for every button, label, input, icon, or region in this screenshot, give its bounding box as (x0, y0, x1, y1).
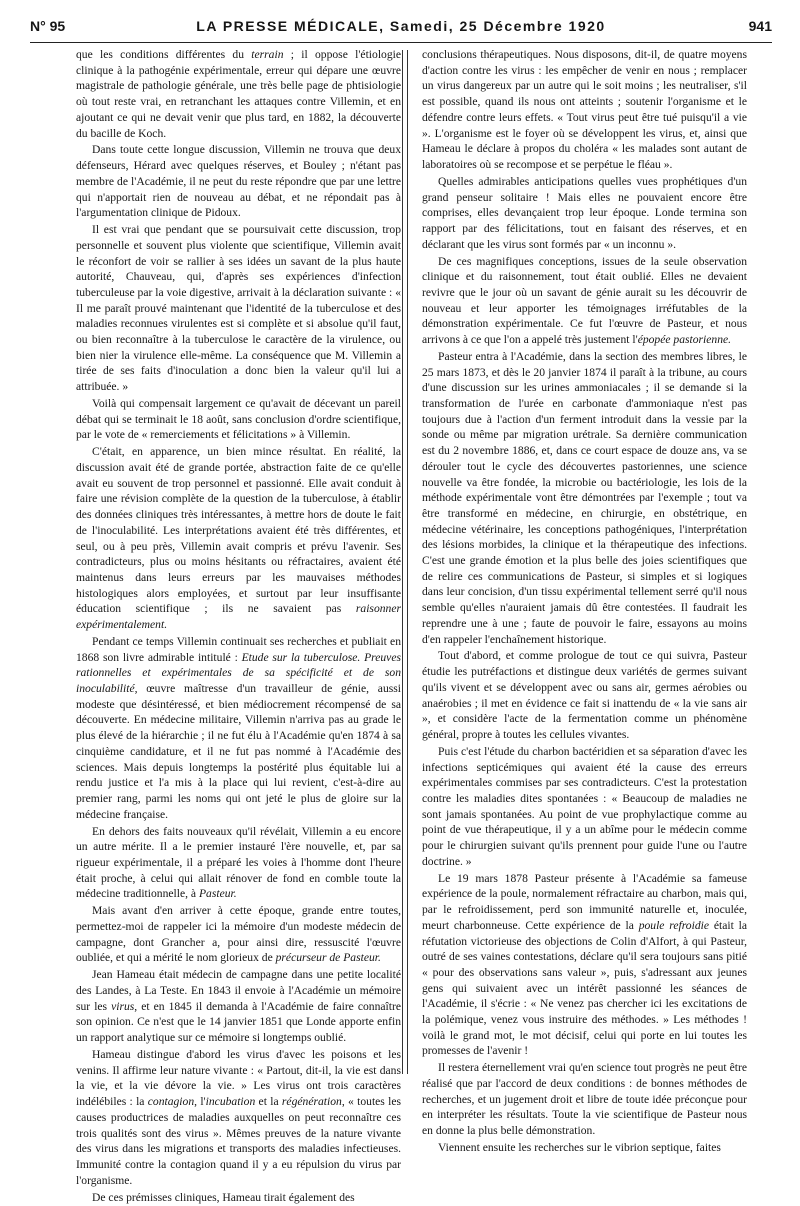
paragraph: Quelles admirables anticipations quelles vues prophétiques d'un grand penseur solitaire ! Mais elles ne pouvaient encore être comprises, elles devançaient trop leur époque. Londe termina son rapport par des félicitations, tout en faisant des réserves, et en déclarant que les virus sont formés par « un inconnu ». (422, 174, 747, 251)
paragraph: Mais avant d'en arriver à cette époque, grande entre toutes, permettez-moi de rappeler ici la mémoire d'un modeste médecin de campagne, dont Grancher a, pour ainsi dire, ressuscité l'œuvre oubliée, et qui a mérité le nom glorieux de précurseur de Pasteur. (76, 904, 401, 965)
paragraph: De ces magnifiques conceptions, issues de la seule observation clinique et du raisonnement, tout était oublié. Elles ne devaient revivre que le jour où un savant de génie aurait su les découvrir de nouveau et leur apporter les témoignages irréfutables de la démonstration expérimentale. Ce fut l'œuvre de Pasteur, et nous arrivons à ce que l'on a appelé très justement l'épopée pastorienne. (422, 254, 747, 347)
paragraph: Tout d'abord, et comme prologue de tout ce qui suivra, Pasteur étudie les putréfactions et distingue deux variétés de germes suivant qu'ils vivent et se développent avec ou sans air, germes aérobies ou anaérobies ; il met en évidence ce fait si inattendu de « la vie sans air », et considère l'acte de la fermentation comme un phénomène général, propre à toutes les cellules vivantes. (422, 649, 747, 741)
right-column (422, 47, 747, 1157)
left-column (76, 47, 401, 1206)
journal-title: LA PRESSE MÉDICALE, Samedi, 25 Décembre 1920 (196, 18, 606, 34)
paragraph: C'était, en apparence, un bien mince résultat. En réalité, la discussion avait été de grande portée, abstraction faite de ce qu'elle avait eu souvent de trop personnel et passionné. Elle avait conduit à faire une révision complète de la question de la tuberculose, à établir des données cliniques très intéressantes, à mettre hors de doute le fait de l'inoculabilité. Les interprétations avaient été très différentes, et seul, ou à peu près, Villemin avait compris et prévu l'avenir. Ses contradicteurs, plus ou moins hésitants ou réfractaires, avaient été maintenus dans leurs erreurs par les mauvaises méthodes histologiques alors employées, et surtout par leur insuffisante éducation scientifique ; ils ne savaient pas raisonner expérimentalement. (76, 445, 401, 632)
paragraph: Puis c'est l'étude du charbon bactéridien et sa séparation d'avec les infections septicémiques qui avaient été la cause des erreurs expérimentales commises par ses contradicteurs. C'est la protestation contre les maladies dites spontanées : « Beaucoup de maladies ne sont jamais spontanées. Au point de vue prophylactique comme au point de vue thérapeutique, il y a un abîme pour le médecin comme pour le chirurgien suivant qu'ils prennent pour guide l'une ou l'autre doctrine. » (422, 744, 747, 868)
paragraph: Il est vrai que pendant que se poursuivait cette discussion, trop personnelle et souvent plus violente que scientifique, Villemin avait le réconfort de voir se rallier à ses idées un savant de la plus haute autorité, Chauveau, qui, d'après ses expériences d'infection tuberculeuse par la voie digestive, arrivait à la déclaration suivante : « Il me paraît prouvé maintenant que l'identité de la tuberculose et des maladies reconnues virulentes est si complète et si absolue qu'il faut, ou bien reconnaître à la tuberculose le caractère de la virulence, ou bien nier la virulence elle-même. La conséquence que M. Villemin a tirée de ses faits d'inoculation a donc bien la valeur qu'il lui a attribuée. » (76, 223, 401, 394)
paragraph: Pendant ce temps Villemin continuait ses recherches et publiait en 1868 son livre admirable intitulé : Etude sur la tuberculose. Preuves rationnelles et expérimentales de sa spécificité et de son inoculabilité, œuvre maîtresse d'un travailleur de génie, aussi modeste que désintéressé, et bien médiocrement récompensé de sa découverte. En médecine militaire, Villemin n'arriva pas au grade le plus élevé de la hiérarchie ; il ne fut élu à l'Académie qu'en 1874 à sa cinquième candidature, et il ne fut pas nommé à l'Académie des sciences. Mais depuis longtemps la postérité plus équitable lui a rendu justice et l'a mis à la place qui lui revient, c'est-à-dire au premier rang, parmi les noms qui ont jeté le plus de gloire sur la médecine française. (76, 634, 401, 821)
paragraph: Jean Hameau était médecin de campagne dans une petite localité des Landes, à La Teste. En 1843 il envoie à l'Académie un mémoire sur les virus, et en 1845 il demanda à l'Académie de faire connaître son opinion. Ce n'est que le 14 janvier 1851 que Londe apporte enfin un rapport analytique sur ce mémoire si longtemps oublié. (76, 968, 401, 1045)
paragraph: Voilà qui compensait largement ce qu'avait de décevant un pareil débat qui se terminait le 18 août, sans conclusion d'ordre scientifique, par le vote de « remerciements et félicitations » à Villemin. (76, 397, 401, 442)
page-number: 941 (748, 18, 772, 34)
paragraph: De ces prémisses cliniques, Hameau tirait également des (92, 1190, 355, 1204)
issue-number: N° 95 (30, 18, 66, 34)
paragraph: Le 19 mars 1878 Pasteur présente à l'Académie sa fameuse expérience de la poule, normalement réfractaire au charbon, mais qui, par le refroidissement, perd son immunité naturelle et, inoculée, meurt charbonneuse. Cette expérience de la poule refroidie était la réfutation victorieuse des objections de Colin d'Alfort, à qui Pasteur, outré de ses vaines contestations, déclare qu'il sera toujours sans pitié « pour des observations sans valeur », puis, s'adressant aux jeunes gens qui suivaient avec un intérêt passionné les séances de l'Académie, il s'écrie : « Ne venez pas chercher ici les excitations de la polémique, venez vous instruire des méthodes. » Les méthodes ! voilà le grand mot, le mot décisif, celui qui porte en lui toutes les promesses de l'avenir ! (422, 871, 747, 1058)
paragraph: Viennent ensuite les recherches sur le vibrion septique, faites (438, 1141, 721, 1155)
paragraph: Pasteur entra à l'Académie, dans la section des membres libres, le 25 mars 1873, et dès le 20 janvier 1874 il paraît à la tribune, au cours d'une discussion sur les urines ammoniacales ; il se demande si la transformation de l'urée en carbonate d'ammoniaque n'est pas toujours due à l'action d'un ferment introduit dans la vessie par la sonde ou même par migration urétrale. Sa dernière communication est du 2 novembre 1886, et, dans ce court espace de douze ans, va se dérouler tout le cycle des découvertes pastoriennes, une science nouvelle va être fondée, la microbie ou bactériologie, les lois de la méthode expérimentale vont être démontrées par l'exemple ; tout va être transformé en médecine, en chirurgie, en obstétrique, en médecine vétérinaire, les conceptions pathogéniques, l'interprétation des lésions morbides, la clinique et la thérapeutique des infections. C'est une grande émotion et la plus belle des joies scientifiques que de relire ces communications de Pasteur, si simples et si logiques dans leur concision, d'un tissu expérimental tellement serré qu'il nous semble qu'elles n'auraient jamais dû être contestées. Il faudrait les reprendre une à une ; faute de pouvoir le faire, essayons au moins d'en rappeler l'enchaînement historique. (422, 349, 747, 646)
paragraph: Hameau distingue d'abord les virus d'avec les poisons et les venins. Il affirme leur nature vivante : « Partout, dit-il, la vie est dans la vie, et la vie dévore la vie. » Les virus ont trois caractères indélébiles : la contagion, l'incubation et la régénération, « toutes les causes productrices de maladies auxquelles on peut reconnaître ces trois qualités sont des virus ». Mêmes preuves de la nature vivante des virus dans les migrations et transports des maladies infectieuses. Immunité contre la contagion quand il y a eu répulsion du virus par l'organisme. (76, 1047, 402, 1187)
column-divider (402, 50, 408, 1074)
paragraph: En dehors des faits nouveaux qu'il révélait, Villemin a eu encore un autre mérite. Il a le premier instauré l'ère nouvelle, et, par sa rigueur expérimentale, il a préparé les voies à l'homme dont l'heure était proche, à celui qui allait rénover de fond en comble toute la médecine traditionnelle, à Pasteur. (76, 824, 401, 901)
paragraph: conclusions thérapeutiques. Nous disposons, dit-il, de quatre moyens d'action contre les virus : les empêcher de venir en nous ; remplacer un virus dangereux par un autre qui le soit moins ; les neutraliser, s'il est possible, quand ils nous ont atteints ; soutenir l'organisme et le défendre contre leurs effets. « Tout virus peut être tué puisqu'il a vie ». L'organisme est le foyer où se développent les virus, et, ainsi que Hameau le déclare à propos du choléra « les malades sont autant de laboratoires où se recompose et se perpétue le fléau ». (422, 48, 747, 171)
paragraph: que les conditions différentes du terrain ; il oppose l'étiologie clinique à la pathogénie expérimentale, erreur qui dépare une œuvre magistrale de pathologie générale, une très belle page de phtisiologie où tout reste vrai, en retranchant les attaques contre Villemin, et en ajoutant ce qui ne devait venir que plus tard, en 1882, la découverte du bacille de Koch. (76, 48, 401, 140)
paragraph: Il restera éternellement vrai qu'en science tout progrès ne peut être réalisé que par l'accord de deux conditions : de bonnes méthodes de recherches, et un jugement droit et libre de toute idée préconçue pour en interpréter les résultats. Toute la vie scientifique de Pasteur nous en donne la plus belle démonstration. (422, 1061, 747, 1138)
header-rule (30, 42, 772, 43)
page-header (30, 14, 772, 38)
paragraph: Dans toute cette longue discussion, Villemin ne trouva que deux défenseurs, Hérard avec quelques réserves, et Bouley ; n'étant pas membre de l'Académie, il ne peut du reste répondre que par une lettre qui n'apportait rien de nouveau au débat, et ne répondait pas à l'argumentation clinique de Pidoux. (76, 143, 401, 220)
